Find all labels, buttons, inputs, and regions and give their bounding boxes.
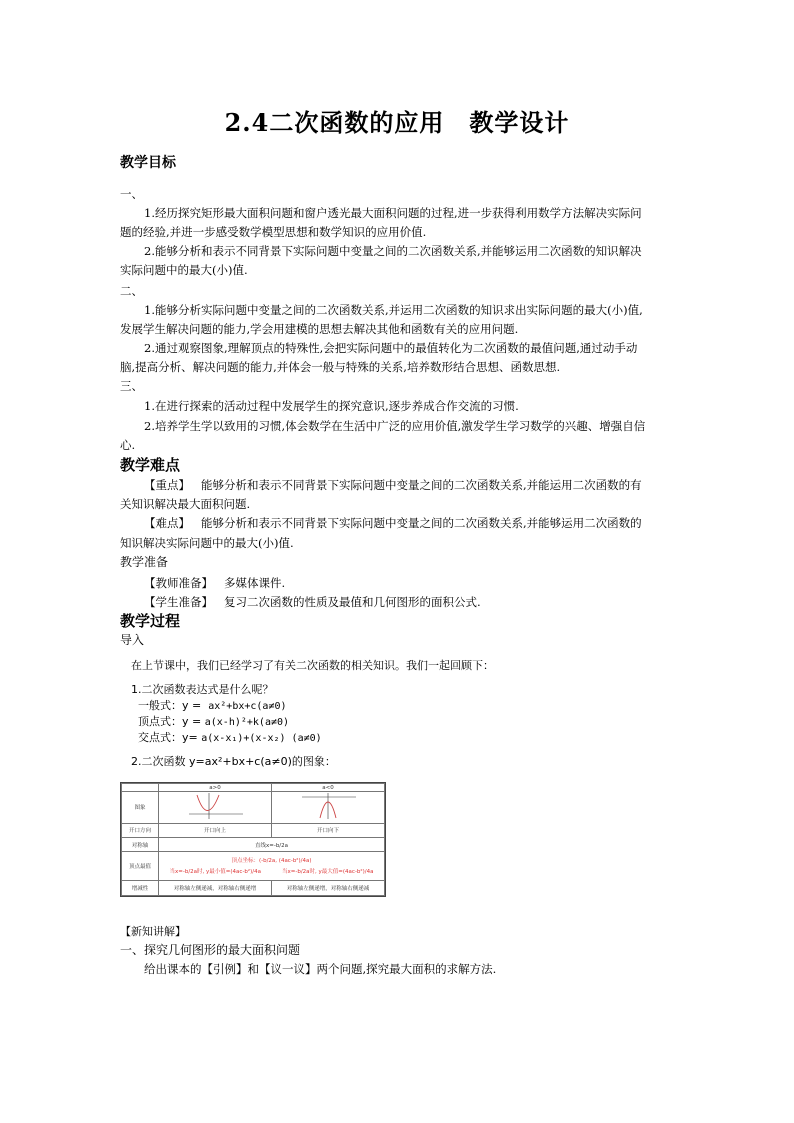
table-corner-cell [122, 784, 159, 792]
row-label-monotonic: 增减性 [122, 880, 159, 895]
downward-parabola-graph [298, 792, 358, 820]
objective-2-1-line-1: 1.能够分析实际问题中变量之间的二次函数关系,并运用二次函数的知识求出实际问题的最大(小)值, [144, 303, 643, 317]
intercept-form [138, 730, 322, 747]
objective-1-1-line-2: 题的经验,并进一步感受数学模型思想和数学知识的应用价值. [120, 225, 427, 239]
axis-cell: 直线x=-b/2a [159, 837, 385, 851]
vertex-cell [159, 852, 385, 881]
objective-3-1: 1.在进行探索的活动过程中发展学生的探究意识,逐步养成合作交流的习惯. [144, 399, 519, 413]
new-section-body: 给出课本的【引例】和【议一议】两个问题,探究最大面积的求解方法. [144, 962, 497, 976]
general-form [138, 698, 287, 715]
max-value-text: 当x=-b/2a时, y最大值=(4ac-b²)/4a [281, 869, 374, 876]
general-form-expr: ax²+bx+c(a≠0) [208, 701, 287, 712]
min-value-text: 当x=-b/2a时, y最小值=(4ac-b²)/4a [169, 869, 261, 876]
vertex-form [138, 714, 289, 731]
col-header-a-neg: a<0 [272, 784, 385, 792]
question-1: 1.二次函数表达式是什么呢？ [131, 683, 274, 696]
graph-downward-cell [272, 792, 385, 824]
new-section-heading: 一、探究几何图形的最大面积问题 [120, 943, 301, 957]
objective-1-2-line-1: 2.能够分析和表示不同背景下实际问题中变量之间的二次函数关系,并能够运用二次函数的知识解决 [144, 244, 642, 258]
monotonic-neg-cell: 对称轴左侧递增，对称轴右侧递减 [272, 880, 385, 895]
student-prep [144, 594, 481, 610]
objective-2-2-line-2: 脑,提高分析、解决问题的能力,并体会一般与特殊的关系,培养数形结合思想、函数思想. [120, 360, 561, 374]
objective-2-2-line-1: 2.通过观察图象,理解顶点的特殊性,会把实际问题中的最值转化为二次函数的最值问题,通过动手动 [144, 341, 638, 355]
process-heading: 教学过程 [120, 612, 181, 630]
row-label-opening: 开口方向 [122, 823, 159, 837]
student-prep-text: 复习二次函数的性质及最值和几何图形的面积公式. [223, 595, 481, 609]
objectives-heading: 教学目标 [120, 155, 176, 171]
opening-up-cell: 开口向上 [159, 823, 272, 837]
student-prep-tag: 【学生准备】 [144, 595, 213, 609]
key-point-text: 能够分析和表示不同背景下实际问题中变量之间的二次函数关系,并能运用二次函数的有 [200, 478, 642, 492]
teacher-prep [144, 575, 285, 591]
objective-2-1-line-2: 发展学生解决问题的能力,学会用建模的思想去解决其他和函数有关的应用问题. [120, 322, 519, 336]
section-marker-3: 三、 [120, 379, 143, 393]
hard-point-line-2: 知识解决实际问题中的最大(小)值. [120, 536, 294, 550]
row-label-graph: 图象 [122, 792, 159, 824]
section-marker-1: 一、 [120, 187, 143, 201]
general-form-label: 一般式：y = [138, 699, 202, 712]
new-knowledge-tag: 【新知讲解】 [120, 925, 186, 938]
intro-lead: 在上节课中，我们已经学习了有关二次函数的相关知识。我们一起回顾下： [131, 659, 494, 672]
row-label-vertex: 顶点最值 [122, 852, 159, 881]
intro-label: 导入 [120, 633, 145, 647]
extreme-values [159, 867, 384, 875]
graph-upward-cell [159, 792, 272, 824]
objective-3-2-line-1: 2.培养学生学以致用的习惯,体会数学在生活中广泛的应用价值,激发学生学习数学的兴趣、增强自信 [144, 419, 646, 433]
teacher-prep-tag: 【教师准备】 [144, 576, 213, 590]
vertex-form-label: 顶点式：y = [138, 715, 202, 728]
hard-point-tag: 【难点】 [144, 516, 190, 530]
page-title: 2.4二次函数的应用 教学设计 [224, 108, 570, 137]
upward-parabola-graph [185, 792, 245, 820]
objective-1-1-line-1: 1.经历探究矩形最大面积问题和窗户透光最大面积问题的过程,进一步获得利用数学方法解决实际问 [144, 206, 642, 220]
intercept-form-expr: a(x-x₁)+(x-x₂) (a≠0) [201, 733, 322, 744]
prep-heading: 教学准备 [120, 555, 169, 569]
objective-3-2-line-2: 心. [120, 438, 136, 452]
difficulty-heading: 教学难点 [120, 456, 181, 474]
section-marker-2: 二、 [120, 284, 143, 298]
col-header-a-pos: a>0 [159, 784, 272, 792]
row-label-axis: 对称轴 [122, 837, 159, 851]
quadratic-summary-table [120, 782, 386, 897]
opening-down-cell: 开口向下 [272, 823, 385, 837]
question-2: 2.二次函数 y=ax²+bx+c(a≠0)的图象： [131, 755, 336, 768]
vertex-form-expr: a(x-h)²+k(a≠0) [204, 717, 290, 728]
hard-point-line-1 [144, 515, 642, 531]
key-point-line-1 [144, 477, 642, 493]
intercept-form-label: 交点式：y= [138, 731, 198, 744]
objective-1-2-line-2: 实际问题中的最大(小)值. [120, 263, 248, 277]
vertex-coord-text: 顶点坐标：(-b/2a, (4ac-b²)/4a) [231, 858, 312, 865]
hard-point-text: 能够分析和表示不同背景下实际问题中变量之间的二次函数关系,并能够运用二次函数的 [200, 516, 642, 530]
teacher-prep-text: 多媒体课件. [223, 576, 286, 590]
key-point-line-2: 关知识解决最大面积问题. [120, 497, 251, 511]
key-point-tag: 【重点】 [144, 478, 190, 492]
monotonic-pos-cell: 对称轴左侧递减，对称轴右侧递增 [159, 880, 272, 895]
